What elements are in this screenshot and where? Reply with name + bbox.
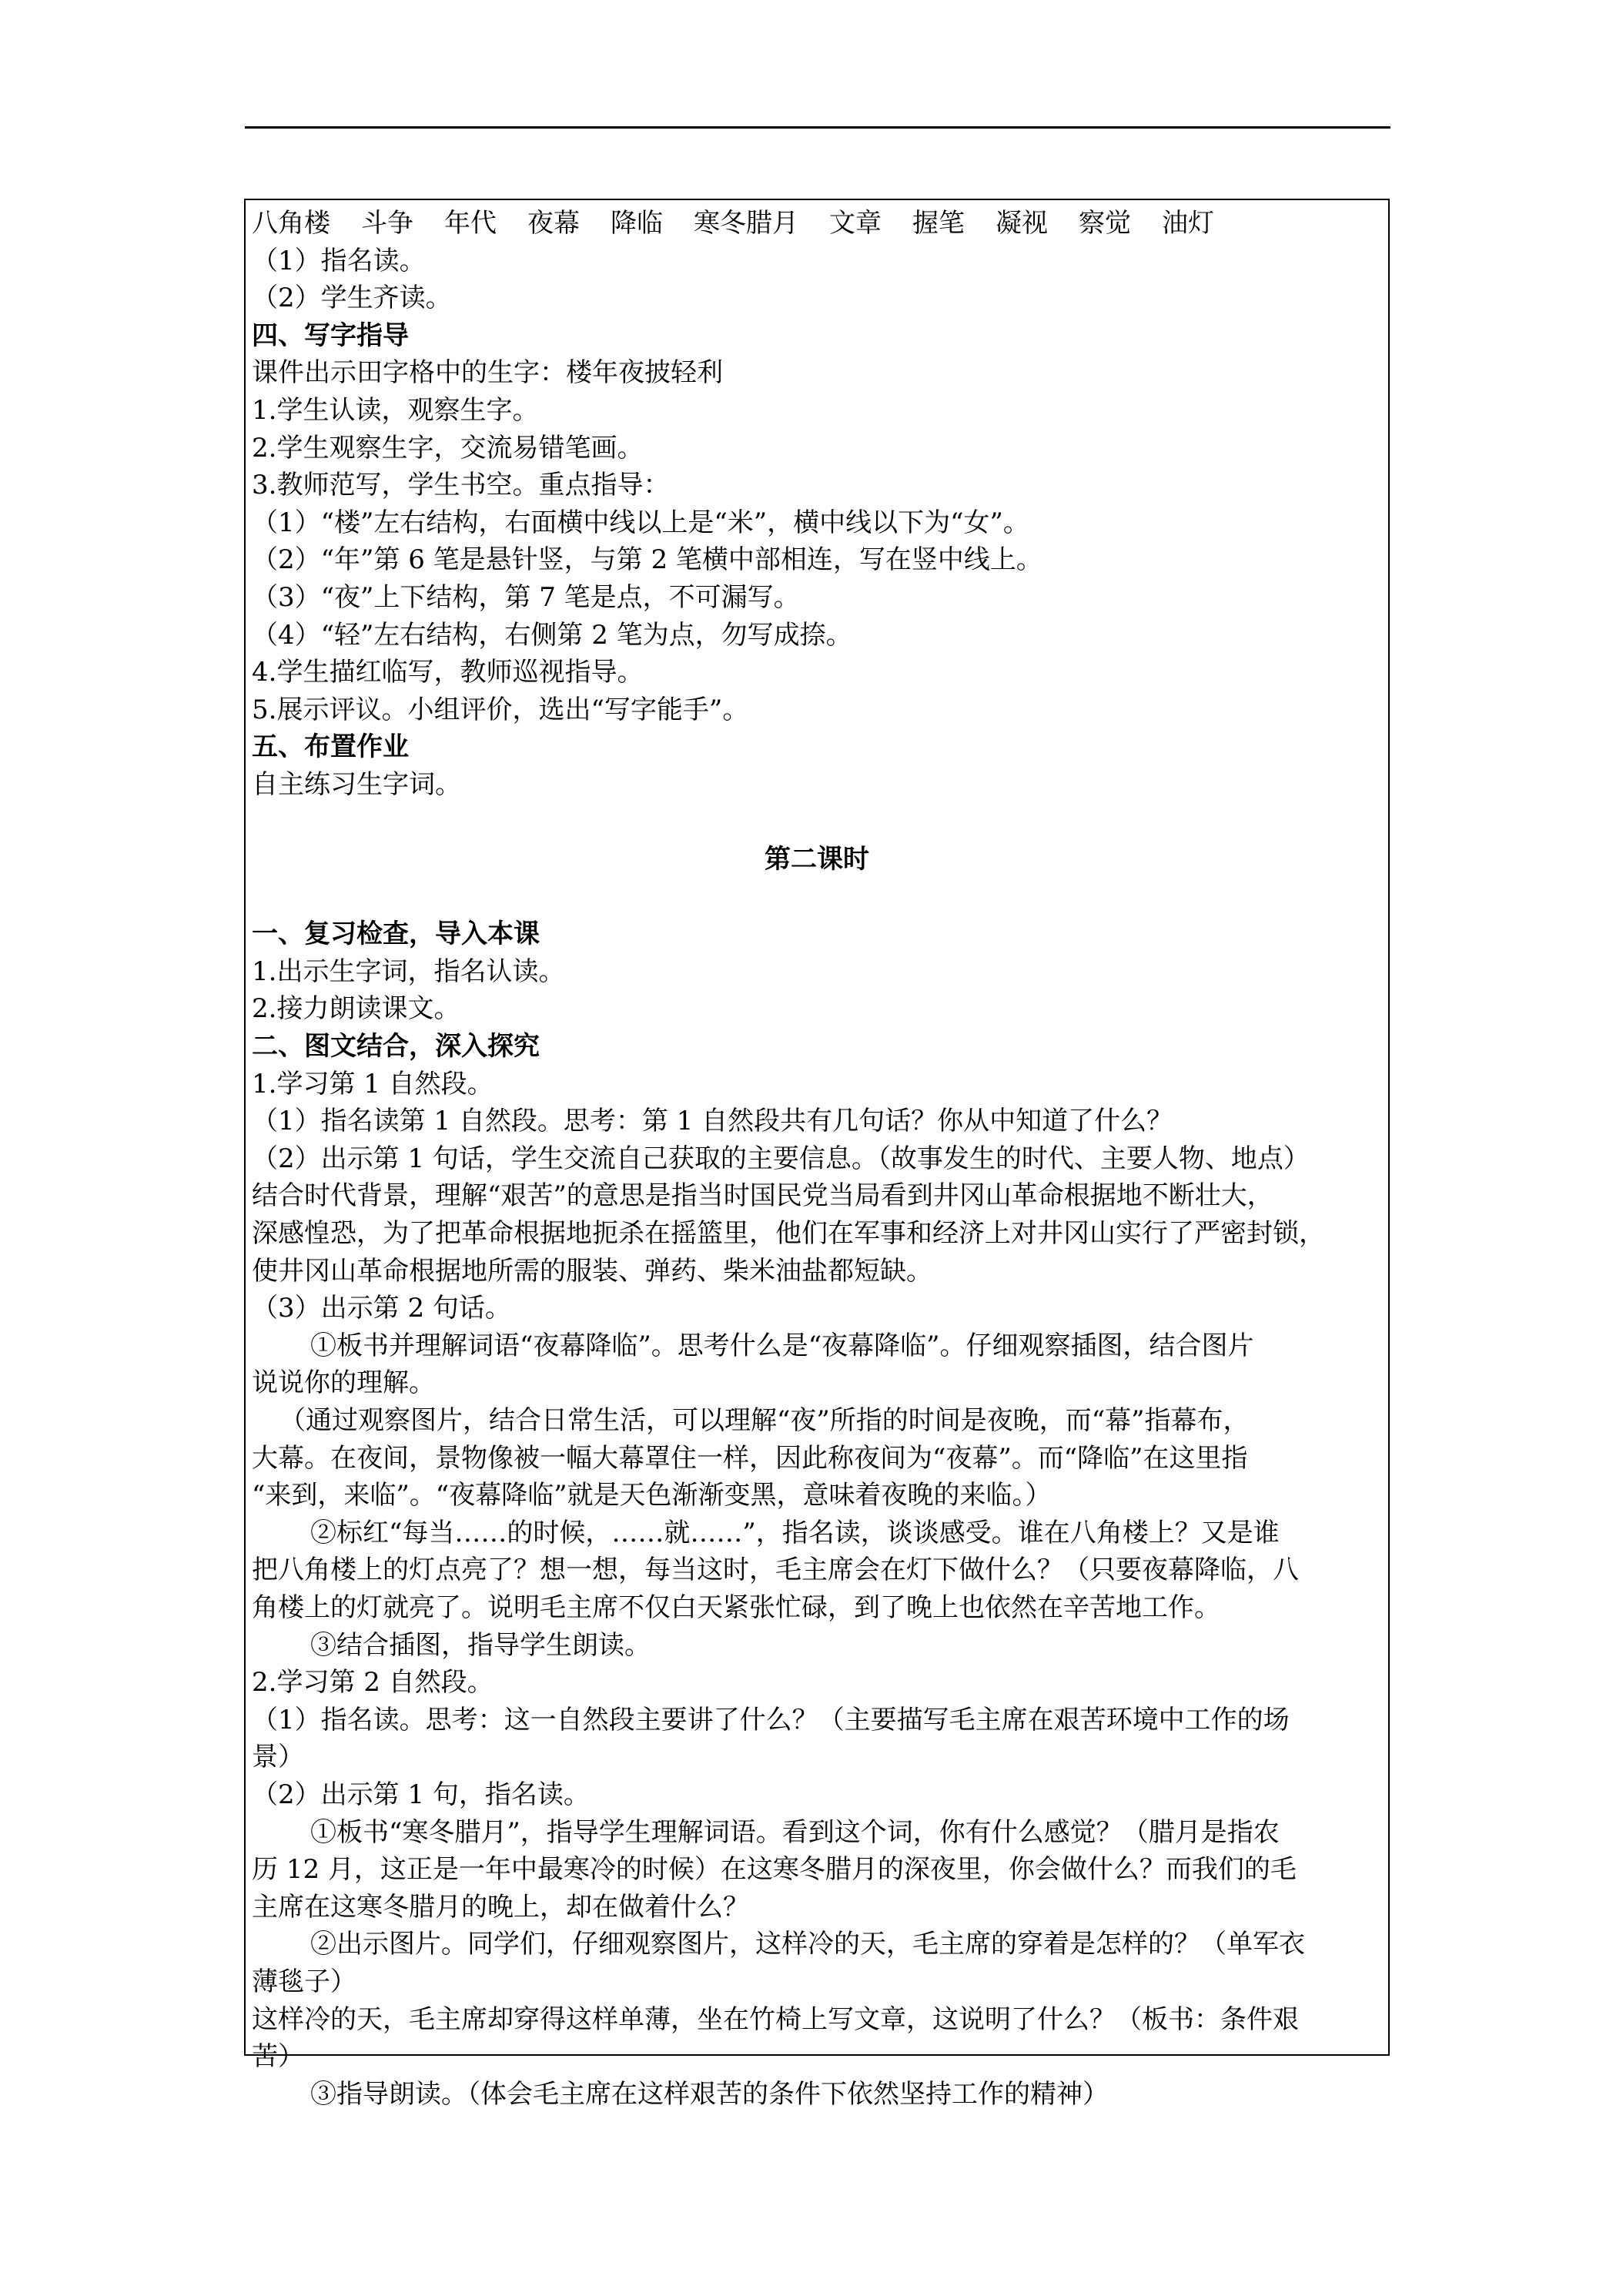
vocab-word: 寒冬腊月 [694,208,798,239]
text-line: （2）出示第 1 句，指名读。 [252,1779,590,1810]
text-line: （1）指名读。 [252,245,426,276]
text-line: 苦） [252,2041,304,2073]
text-line: ③指导朗读。（体会毛主席在这样艰苦的条件下依然坚持工作的精神） [310,2078,1109,2110]
text-line: 大幕。在夜间，景物像被一幅大幕罩住一样，因此称夜间为“夜幕”。而“降临”在这里指 [252,1442,1248,1474]
vocab-word: 降临 [611,208,663,239]
vocab-word: 夜幕 [527,208,580,239]
text-line: ①板书并理解词语“夜幕降临”。思考什么是“夜幕降临”。仔细观察插图，结合图片 [310,1330,1254,1361]
blank-line [252,804,1382,842]
text-line: 薄毯子） [252,1966,356,1997]
vocab-word: 察觉 [1079,208,1131,239]
text-line: 自主练习生字词。 [252,768,461,800]
text-line: 5.展示评议。小组评价，选出“写字能手”。 [252,694,749,725]
text-line: （1）指名读。思考：这一自然段主要讲了什么？（主要描写毛主席在艰苦环境中工作的场 [252,1704,1290,1735]
text-line: 2.学生观察生字，交流易错笔画。 [252,432,644,464]
text-line: 景） [252,1742,304,1773]
section-heading: 五、布置作业 [252,731,409,763]
header-rule [245,126,1390,129]
text-line: 历 12 月，这正是一年中最寒冷的时候）在这寒冬腊月的深夜里，你会做什么？而我们的毛 [252,1854,1297,1886]
vocab-word: 文章 [829,208,882,239]
section-heading: 一、复习检查，导入本课 [252,919,540,950]
text-line: 使井冈山革命根据地所需的服装、弹药、柴米油盐都短缺。 [252,1255,932,1287]
vocab-word: 八角楼 [252,208,330,239]
vocab-word: 握笔 [912,208,965,239]
text-line: （1）“楼”左右结构，右面横中线以上是“米”，横中线以下为“女”。 [252,507,1029,538]
text-line: （3）“夜”上下结构，第 7 笔是点，不可漏写。 [252,581,800,613]
section-heading: 四、写字指导 [252,320,409,351]
text-line: 4.学生描红临写，教师巡视指导。 [252,657,644,688]
text-line: （2）“年”第 6 笔是悬针竖，与第 2 笔横中部相连，写在竖中线上。 [252,544,1042,576]
text-line: 结合时代背景，理解“艰苦”的意思是指当时国民党当局看到井冈山革命根据地不断壮大， [252,1180,1273,1212]
section-heading: 二、图文结合，深入探究 [252,1031,540,1063]
vocab-word: 凝视 [996,208,1048,239]
section-title: 第二课时 [765,844,869,875]
text-line: 1.学习第 1 自然段。 [252,1068,494,1099]
text-line: 说说你的理解。 [252,1367,435,1399]
text-line: ①板书“寒冬腊月”，指导学生理解词语。看到这个词，你有什么感觉？（腊月是指农 [310,1816,1280,1848]
lesson-plan-box [244,199,1390,2110]
vocabulary-row [252,205,1382,243]
text-line: 1.出示生字词，指名认读。 [252,956,565,987]
text-line: 把八角楼上的灯点亮了？想一想，每当这时，毛主席会在灯下做什么？（只要夜幕降临，八 [252,1555,1299,1586]
text-line: （通过观察图片，结合日常生活，可以理解“夜”所指的时间是夜晚，而“幕”指幕布， [279,1405,1250,1436]
text-line: 角楼上的灯就亮了。说明毛主席不仅白天紧张忙碌，到了晚上也依然在辛苦地工作。 [252,1591,1220,1623]
text-line: “来到，来临”。“夜幕降临”就是天色渐渐变黑，意味着夜晚的来临。） [252,1480,1052,1511]
vocab-word: 年代 [444,208,497,239]
text-line: （3）出示第 2 句话。 [252,1293,511,1324]
text-line: （4）“轻”左右结构，右侧第 2 笔为点，勿写成捺。 [252,619,852,651]
text-line: 2.接力朗读课文。 [252,993,460,1025]
text-line: ②标红“每当……的时候，……就……”，指名读，谈谈感受。谁在八角楼上？又是谁 [310,1517,1280,1548]
text-line: （2）学生齐读。 [252,283,452,314]
text-line: 深感惶恐，为了把革命根据地扼杀在摇篮里，他们在军事和经济上对井冈山实行了严密封锁， [252,1218,1325,1250]
blank-line [252,879,1382,916]
text-line: （2）出示第 1 句话，学生交流自己获取的主要信息。（故事发生的时代、主要人物、地点） [252,1143,1310,1174]
text-line: 主席在这寒冬腊月的晚上，却在做着什么？ [252,1891,749,1923]
text-line: ②出示图片。同学们，仔细观察图片，这样冷的天，毛主席的穿着是怎样的？（单军衣 [310,1929,1305,1960]
vocab-word: 斗争 [361,208,413,239]
text-line: 2.学习第 2 自然段。 [252,1667,494,1699]
text-line: 课件出示田字格中的生字：楼年夜披轻利 [252,357,723,389]
vocab-word: 油灯 [1162,208,1214,239]
text-line: （1）指名读第 1 自然段。思考：第 1 自然段共有几句话？你从中知道了什么？ [252,1106,1173,1137]
text-line: 3.教师范写，学生书空。重点指导： [252,470,670,501]
text-line: 1.学生认读，观察生字。 [252,394,539,426]
text-line: ③结合插图，指导学生朗读。 [310,1629,651,1661]
text-line: 这样冷的天，毛主席却穿得这样单薄，坐在竹椅上写文章，这说明了什么？（板书：条件艰 [252,2003,1299,2035]
